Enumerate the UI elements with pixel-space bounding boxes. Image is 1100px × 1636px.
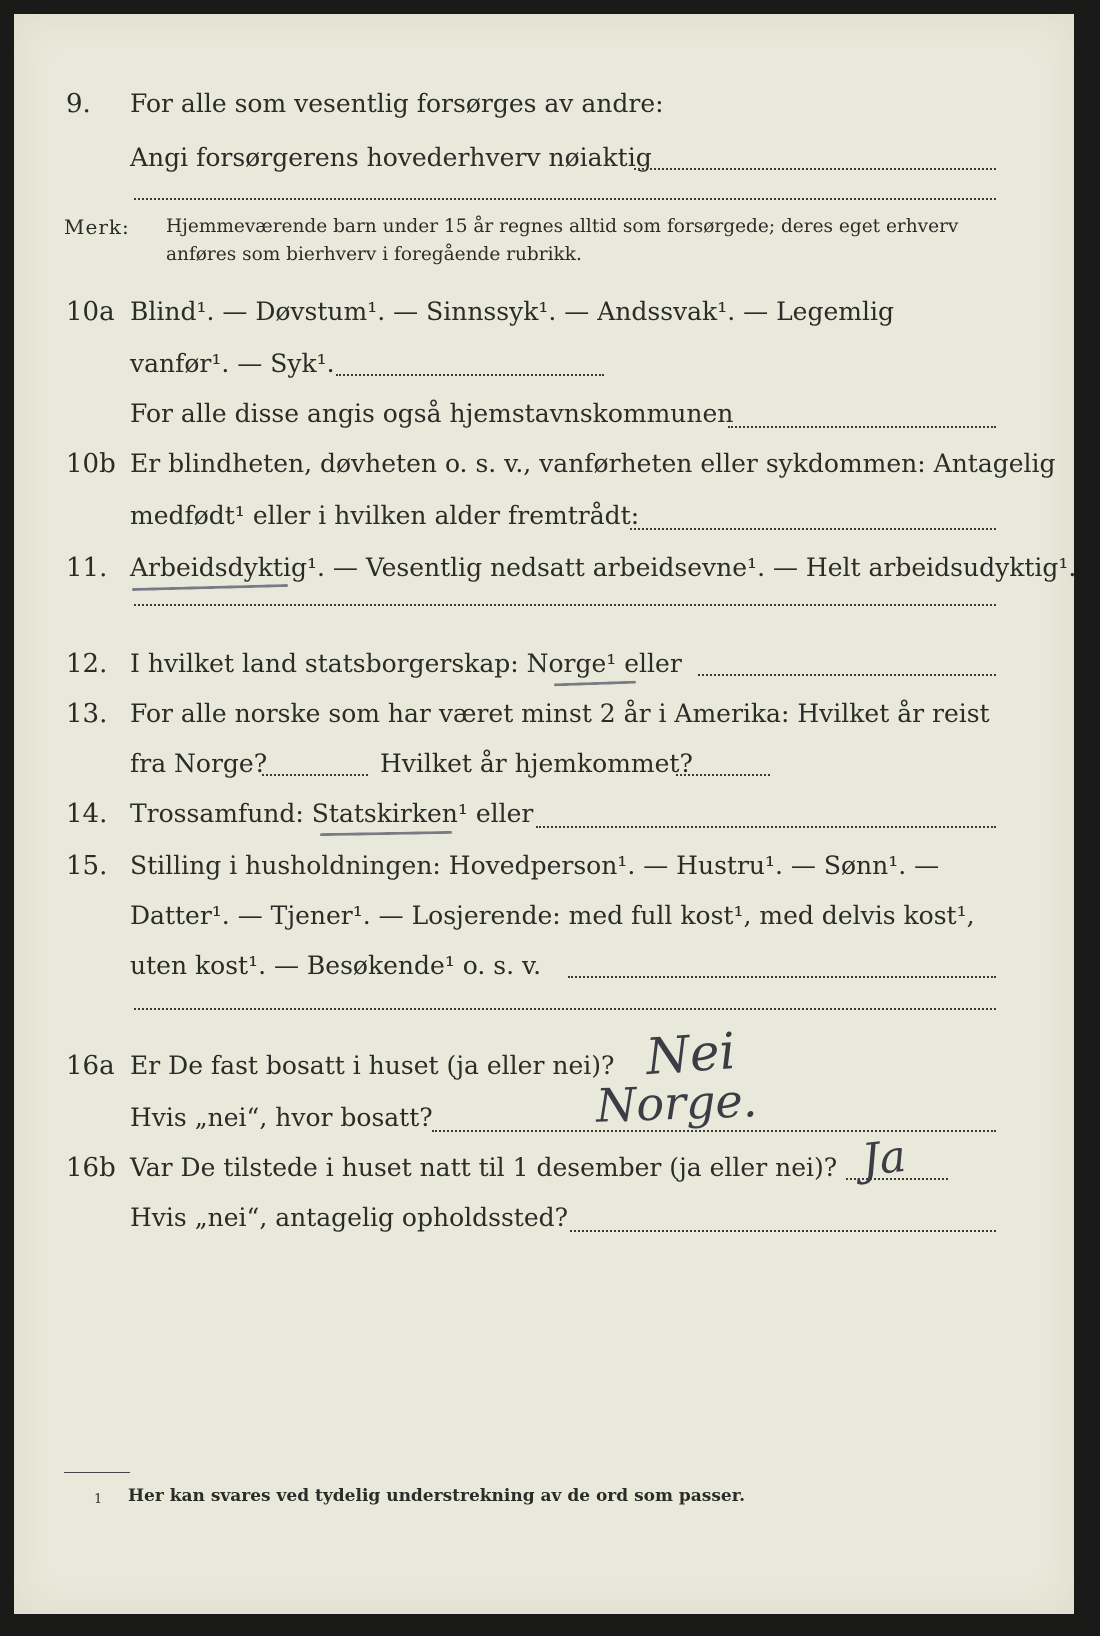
- answer-line[interactable]: [262, 774, 368, 776]
- question-16a-line-2: [14, 1098, 1074, 1138]
- question-10a-line-3: [14, 394, 1074, 434]
- question-text: Stilling i husholdningen: Hovedperson¹. — Hustru¹. — Sønn¹. —: [130, 851, 940, 880]
- question-15: [14, 846, 1074, 886]
- question-text: vanfør¹. — Syk¹.: [130, 349, 335, 378]
- question-text: Arbeidsdyktig¹. — Vesentlig nedsatt arbeidsevne¹. — Helt arbeidsudyktig¹.: [130, 553, 1077, 582]
- question-number: 10a: [66, 297, 115, 327]
- question-10b: [14, 444, 1074, 484]
- answer-line[interactable]: [134, 1008, 996, 1010]
- answer-line[interactable]: [676, 774, 770, 776]
- question-text: Hvis „nei“, hvor bosatt?: [130, 1103, 433, 1132]
- question-16b: [14, 1148, 1074, 1188]
- answer-line[interactable]: [728, 426, 996, 428]
- question-15-line-3: [14, 946, 1074, 986]
- answer-line[interactable]: [134, 604, 996, 606]
- question-10a: [14, 292, 1074, 332]
- footnote-rule: [64, 1472, 130, 1473]
- answer-line[interactable]: [336, 374, 604, 376]
- note-text: anføres som bierhverv i foregående rubrikk.: [166, 244, 582, 265]
- question-number: 16a: [66, 1051, 115, 1081]
- question-number: 12.: [66, 649, 108, 679]
- question-13-line-2: [14, 744, 1074, 784]
- question-text: Angi forsørgerens hovederhverv nøiaktig: [130, 143, 652, 172]
- answer-line[interactable]: [568, 976, 996, 978]
- question-14: [14, 794, 1074, 834]
- handwritten-answer: Norge.: [595, 1073, 759, 1133]
- question-number: 10b: [66, 449, 116, 479]
- question-15-line-2: [14, 896, 1074, 936]
- answer-line[interactable]: [630, 528, 996, 530]
- question-13: [14, 694, 1074, 734]
- handwritten-answer: Ja: [859, 1130, 909, 1187]
- question-text: fra Norge?: [130, 749, 268, 778]
- handwritten-answer: Nei: [644, 1021, 738, 1087]
- question-number: 9.: [66, 89, 91, 119]
- question-text: Blind¹. — Døvstum¹. — Sinnssyk¹. — Andssvak¹. — Legemlig: [130, 297, 894, 326]
- question-9: [14, 84, 1074, 124]
- question-11: [14, 548, 1077, 588]
- question-text: Trossamfund: Statskirken¹ eller: [130, 799, 534, 828]
- question-10b-line-2: [14, 496, 1074, 536]
- note-label: Merk:: [64, 215, 130, 239]
- question-10a-line-2: [14, 344, 1074, 384]
- question-number: 11.: [66, 553, 108, 583]
- census-form-page: [14, 14, 1077, 1614]
- answer-line[interactable]: [134, 198, 996, 200]
- question-text: Hvis „nei“, antagelig opholdssted?: [130, 1203, 569, 1232]
- question-number: 16b: [66, 1153, 116, 1183]
- note-text: Hjemmeværende barn under 15 år regnes alltid som forsørgede; deres eget erhverv: [166, 216, 959, 237]
- question-number: 14.: [66, 799, 108, 829]
- question-text: For alle disse angis også hjemstavnskommunen: [130, 399, 734, 428]
- answer-line[interactable]: [570, 1230, 996, 1232]
- question-16b-line-2: [14, 1198, 1074, 1238]
- footnote-mark: 1: [94, 1492, 103, 1507]
- question-text: uten kost¹. — Besøkende¹ o. s. v.: [130, 951, 542, 980]
- question-9-line-2: [14, 138, 1074, 178]
- answer-line[interactable]: [536, 826, 996, 828]
- question-text: For alle som vesentlig forsørges av andre:: [130, 89, 664, 118]
- question-text: Er De fast bosatt i huset (ja eller nei)?: [130, 1051, 615, 1080]
- question-text: medfødt¹ eller i hvilken alder fremtrådt:: [130, 501, 640, 530]
- answer-line[interactable]: [698, 674, 996, 676]
- question-text: I hvilket land statsborgerskap: Norge¹ eller: [130, 649, 682, 678]
- question-text: For alle norske som har været minst 2 år i Amerika: Hvilket år reist: [130, 699, 990, 728]
- answer-line[interactable]: [634, 168, 996, 170]
- question-text: Er blindheten, døvheten o. s. v., vanførheten eller sykdommen: Antagelig: [130, 449, 1056, 478]
- question-number: 13.: [66, 699, 108, 729]
- question-text: Datter¹. — Tjener¹. — Losjerende: med full kost¹, med delvis kost¹,: [130, 901, 975, 930]
- question-12: [14, 644, 1074, 684]
- question-number: 15.: [66, 851, 108, 881]
- question-text: Var De tilstede i huset natt til 1 desember (ja eller nei)?: [130, 1153, 838, 1182]
- question-text: Hvilket år hjemkommet?: [380, 749, 693, 778]
- footnote-text: Her kan svares ved tydelig understrekning av de ord som passer.: [128, 1486, 746, 1506]
- question-16a: [14, 1046, 1074, 1086]
